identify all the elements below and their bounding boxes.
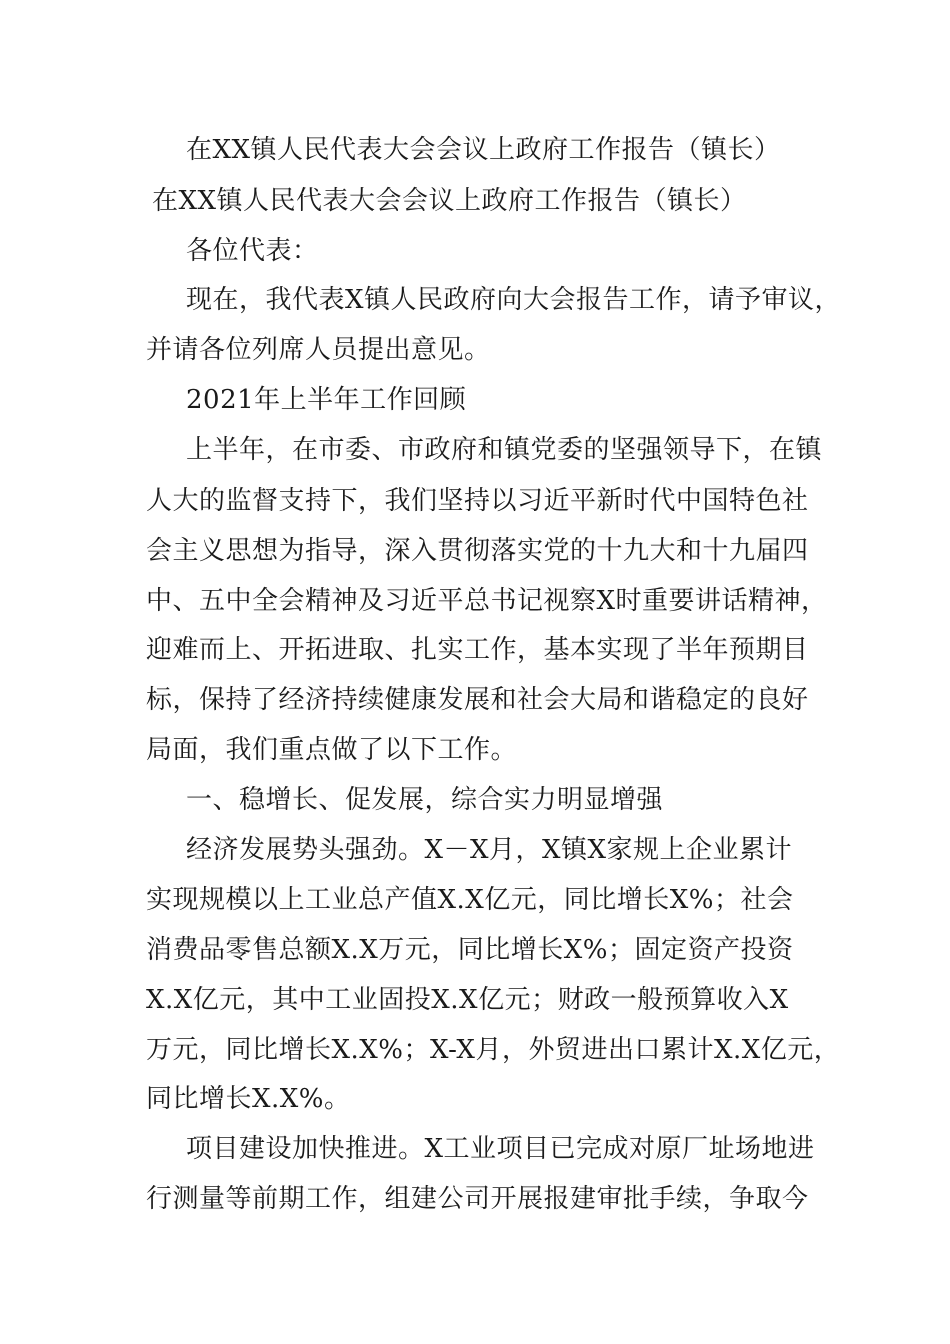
paragraph-line: X.X亿元，其中工业固投X.X亿元；财政一般预算收入X [146, 985, 789, 1015]
paragraph-line: 局面，我们重点做了以下工作。 [146, 735, 518, 765]
paragraph-line: 标，保持了经济持续健康发展和社会大局和谐稳定的良好 [146, 685, 809, 715]
section-heading: 2021年上半年工作回顾 [186, 385, 467, 415]
document-title: 在XX镇人民代表大会会议上政府工作报告（镇长） [186, 135, 781, 165]
paragraph-line: 项目建设加快推进。X工业项目已完成对原厂址场地进 [186, 1134, 815, 1164]
subsection-heading: 一、稳增长、促发展，综合实力明显增强 [186, 785, 664, 815]
paragraph-line: 经济发展势头强劲。X－X月，X镇X家规上企业累计 [186, 835, 793, 865]
paragraph-line: 行测量等前期工作，组建公司开展报建审批手续，争取今 [146, 1184, 809, 1214]
paragraph-line: 中、五中全会精神及习近平总书记视察X时重要讲话精神， [146, 586, 828, 616]
paragraph-line: 实现规模以上工业总产值X.X亿元，同比增长X%；社会 [146, 885, 794, 915]
intro-line: 现在，我代表X镇人民政府向大会报告工作，请予审议， [186, 285, 842, 315]
document-title-repeat: 在XX镇人民代表大会会议上政府工作报告（镇长） [152, 186, 747, 216]
paragraph-line: 迎难而上、开拓进取、扎实工作，基本实现了半年预期目 [146, 635, 809, 665]
paragraph-line: 人大的监督支持下，我们坚持以习近平新时代中国特色社 [146, 486, 809, 516]
paragraph-line: 会主义思想为指导，深入贯彻落实党的十九大和十九届四 [146, 536, 809, 566]
intro-line: 并请各位列席人员提出意见。 [146, 335, 491, 365]
paragraph-line: 万元，同比增长X.X%；X-X月，外贸进出口累计X.X亿元， [146, 1035, 841, 1065]
salutation: 各位代表： [186, 236, 319, 266]
paragraph-line: 上半年，在市委、市政府和镇党委的坚强领导下，在镇 [186, 435, 823, 465]
paragraph-line: 消费品零售总额X.X万元，同比增长X%；固定资产投资 [146, 935, 794, 965]
paragraph-line: 同比增长X.X%。 [146, 1084, 351, 1114]
